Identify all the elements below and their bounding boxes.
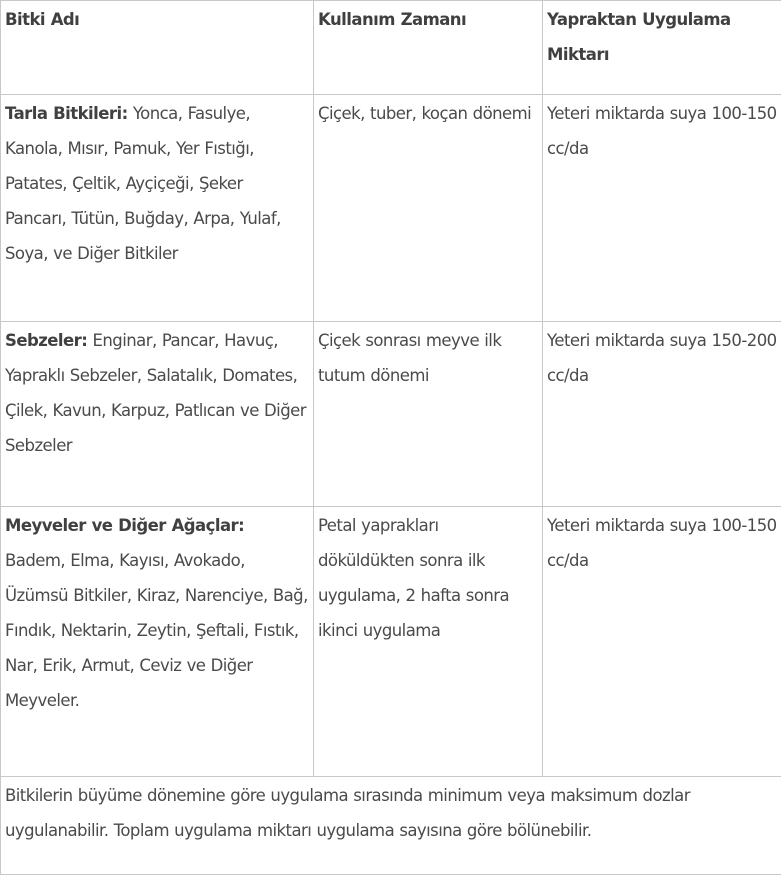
plant-cell xyxy=(1,95,314,322)
table-row xyxy=(1,322,781,507)
header-plant-name: Bitki Adı xyxy=(1,1,314,95)
plant-category: Meyveler ve Diğer Ağaçlar: xyxy=(5,516,245,535)
amount-cell: Yeteri miktarda suya 150-200 cc/da xyxy=(543,322,781,507)
plant-list: Enginar, Pancar, Havuç, Yapraklı Sebzeler, Salatalık, Domates, Çilek, Kavun, Karpuz, Patlıcan ve Diğer Sebzeler xyxy=(5,331,306,455)
plant-cell xyxy=(1,507,314,777)
plant-list: Yonca, Fasulye, Kanola, Mısır, Pamuk, Yer Fıstığı, Patates, Çeltik, Ayçiçeği, Şeker Pancarı, Tütün, Buğday, Arpa, Yulaf, Soya, ve Diğer Bitkiler xyxy=(5,104,281,263)
table-row xyxy=(1,95,781,322)
amount-cell: Yeteri miktarda suya 100-150 cc/da xyxy=(543,95,781,322)
usage-time-cell: Çiçek sonrası meyve ilk tutum dönemi xyxy=(314,322,543,507)
plant-category: Tarla Bitkileri: xyxy=(5,104,128,123)
footer-note: Bitkilerin büyüme dönemine göre uygulama sırasında minimum veya maksimum dozlar uygulanabilir. Toplam uygulama miktarı uygulama sayısına göre bölünebilir. xyxy=(1,777,781,875)
plant-list: Badem, Elma, Kayısı, Avokado, Üzümsü Bitkiler, Kiraz, Narenciye, Bağ, Fındık, Nektarin, Zeytin, Şeftali, Fıstık, Nar, Erik, Armut, Ceviz ve Diğer Meyveler. xyxy=(5,551,308,710)
table-header-row xyxy=(1,1,781,95)
usage-time-cell: Çiçek, tuber, koçan dönemi xyxy=(314,95,543,322)
header-application-amount: Yapraktan Uygulama Miktarı xyxy=(543,1,781,95)
table-row xyxy=(1,507,781,777)
header-usage-time: Kullanım Zamanı xyxy=(314,1,543,95)
plant-cell xyxy=(1,322,314,507)
usage-time-cell: Petal yaprakları döküldükten sonra ilk uygulama, 2 hafta sonra ikinci uygulama xyxy=(314,507,543,777)
amount-cell: Yeteri miktarda suya 100-150 cc/da xyxy=(543,507,781,777)
plant-category: Sebzeler: xyxy=(5,331,88,350)
table-footer-row xyxy=(1,777,781,875)
